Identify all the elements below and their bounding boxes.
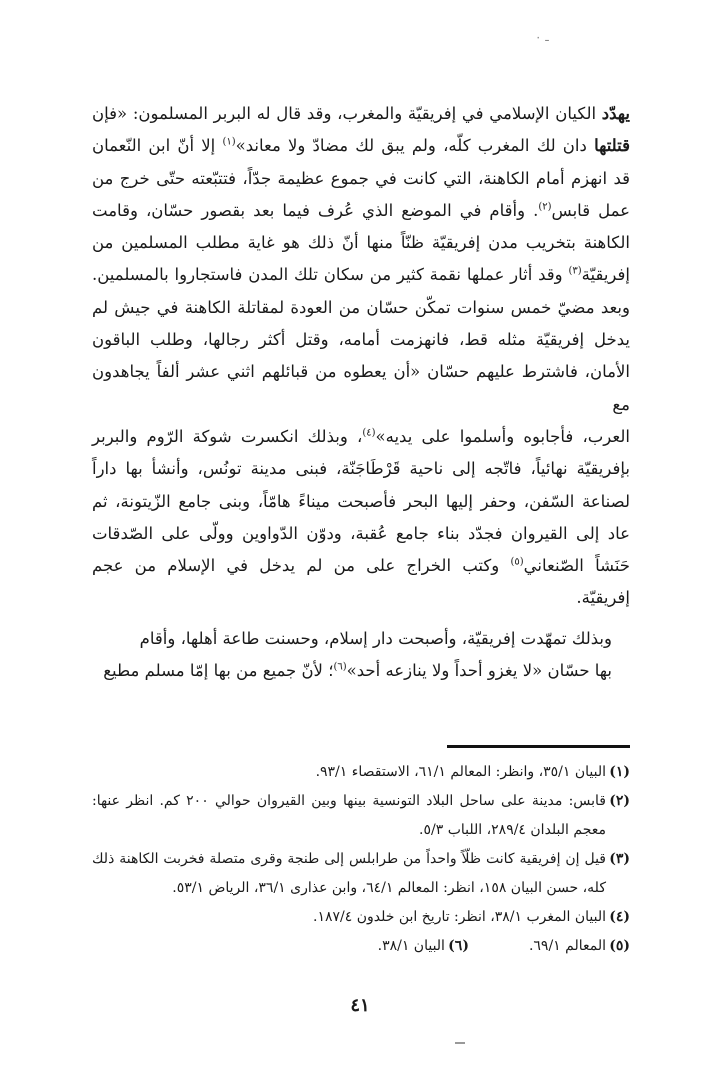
footnote-4	[92, 903, 630, 932]
footnote-6	[378, 932, 469, 961]
text-line: إفريقيّة.	[576, 588, 630, 608]
text-line: الكاهنة بتخريب مدن إفريقيّة ظنّاً منها أنّ ذلك هو غاية مطلب المسلمين من	[92, 233, 630, 253]
text-line: لصناعة السّفن، وحفر إليها البحر فأصبحت ميناءً هامّاً، وبنى جامع الزّيتونة، ثم	[92, 491, 630, 511]
text-line: يهدّد الكيان الإسلامي في إفريقيّة والمغرب، وقد قال له البربر المسلمون: «فإن	[92, 104, 630, 123]
text-line: يدخل إفريقيّة مثله قط، فانهزمت أمامه، وقتل أكثر رجالها، وطلب الباقون	[92, 330, 630, 350]
footnote-number: (٦)	[448, 938, 469, 954]
footnote-row-5-6	[92, 932, 630, 961]
text-line: وبذلك تمهّدت إفريقيّة، وأصبحت دار إسلام، وحسنت طاعة أهلها، وأقام	[139, 629, 612, 648]
footnote-text: المعالم ٦٩/١.	[528, 938, 606, 954]
text-line: الأمان، فاشترط عليهم حسّان «أن يعطوه من قبائلهم اثني عشر ألفاً يجاهدون مع	[92, 362, 630, 414]
corner-mark: ـ ٠	[535, 30, 549, 44]
footnote-number: (٣)	[609, 851, 630, 867]
footnote-1	[92, 758, 630, 787]
text-line: قد انهزم أمام الكاهنة، التي كانت في جموع عظيمة جدّاً، فتتبّعته حتّى خرج من	[92, 168, 630, 188]
footnote-5	[529, 932, 630, 961]
text-line: إفريقيّة$^{(٣)}$ وقد أثار عملها نقمة كثير من سكان تلك المدن فاستجاروا بالمسلمين.	[92, 265, 630, 285]
page-number: ٤١	[350, 995, 370, 1016]
footnote-2	[92, 787, 630, 845]
footnote-number: (٤)	[609, 909, 630, 925]
text-line: بإفريقيّة نهائياً، فاتّجه إلى ناحية قَرْطَاجَنّة، فبنى مدينة تونُس، وأنشأ بها داراً	[92, 459, 630, 479]
footnote-number: (٥)	[609, 938, 630, 954]
footnotes	[92, 758, 630, 961]
footnote-text: البيان ٣٨/١.	[377, 938, 445, 954]
text-line: عاد إلى القيروان فجدّد بناء جامع عُقبة، ودوّن الدّواوين وولّى على الصّدقات	[92, 523, 630, 543]
text-line: حَنَشاً الصّنعاني$^{(٥)}$ وكتب الخراج على من لم يدخل في الإسلام من عجم	[92, 556, 630, 576]
footnote-text: قابس: مدينة على ساحل البلاد التونسية بينها وبين القيروان حوالي ٢٠٠ كم. انظر عنها: معجم البلدان ٢٨٩/٤، اللباب ٥/٣.	[92, 793, 607, 838]
footnote-rule	[447, 745, 630, 748]
text-line: وبعد مضيّ خمس سنوات تمكّن حسّان من العودة لمقاتلة الكاهنة في جيش لم	[92, 297, 630, 317]
bottom-mark	[455, 1042, 465, 1044]
text-line: قتلتها دان لك المغرب كلّه، ولم يبق لك مضادّ ولا معاند»$^{(١)}$ إلا أنّ ابن النّعمان	[92, 136, 631, 156]
main-paragraph	[92, 98, 630, 615]
second-paragraph	[92, 623, 630, 688]
footnote-text: البيان ٣٥/١، وانظر: المعالم ٦١/١، الاستقصاء ٩٣/١.	[315, 764, 606, 780]
text-line: عمل قابس$^{(٢)}$. وأقام في الموضع الذي عُرف فيما بعد بقصور حسّان، وقامت	[92, 200, 631, 220]
text-line: العرب، فأجابوه وأسلموا على يديه»$^{(٤)}$، وبذلك انكسرت شوكة الرّوم والبربر	[92, 426, 630, 446]
text-line: بها حسّان «لا يغزو أحداً ولا ينازعه أحد»$^{(٦)}$؛ لأنّ جميع من بها إمّا مسلم مطيع	[103, 661, 612, 681]
footnote-number: (٢)	[609, 793, 630, 809]
footnote-number: (١)	[609, 764, 630, 780]
footnote-3	[92, 845, 630, 903]
footnote-text: قيل إن إفريقية كانت ظلّاً واحداً من طرابلس إلى طنجة وقرى متصلة فخربت الكاهنة ذلك كله، حسن البيان ١٥٨، انظر: المعالم ٦٤/١، وابن عذارى ٣٦/١، الرياض ٥٣/١.	[92, 851, 606, 896]
footnote-text: البيان المغرب ٣٨/١، انظر: تاريخ ابن خلدون ١٨٧/٤.	[313, 909, 606, 925]
